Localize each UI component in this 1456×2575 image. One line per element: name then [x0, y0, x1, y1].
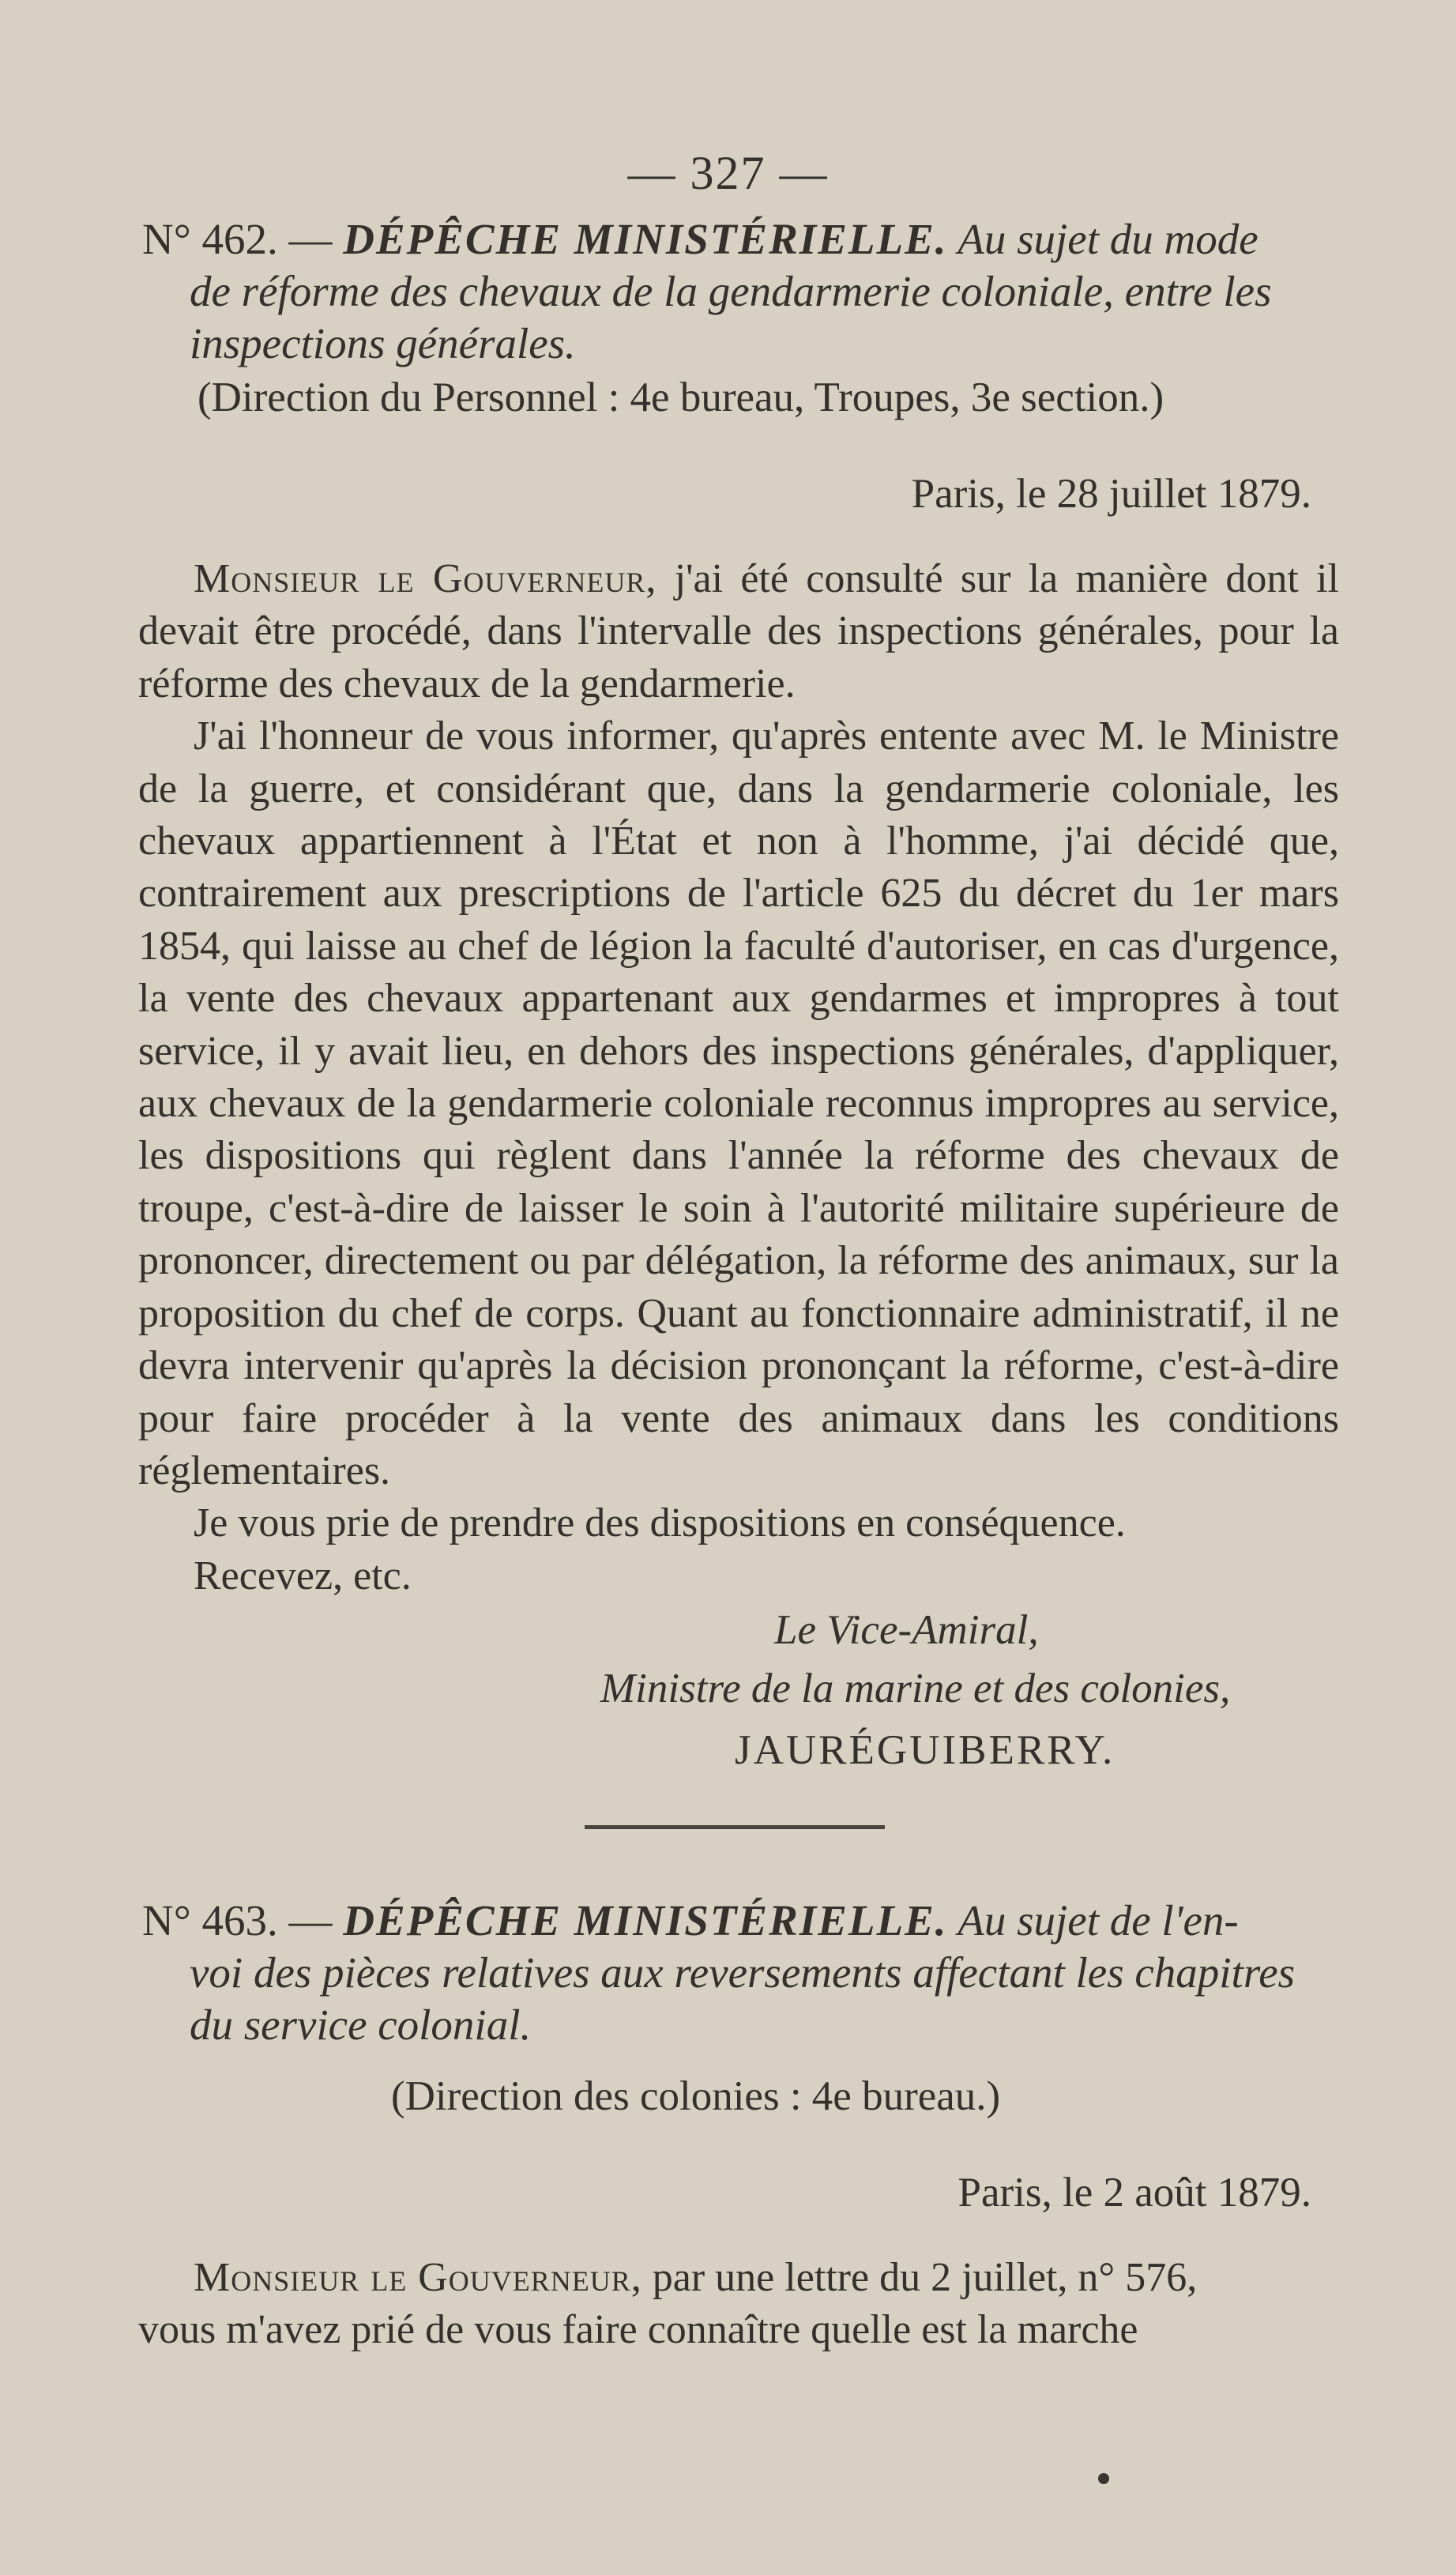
dispatch-463-body — [138, 2252, 1339, 2357]
dispatch-462-subject-1: Au sujet du mode — [947, 215, 1258, 263]
dispatch-462-paragraph-1 — [138, 553, 1339, 710]
ink-dot — [1098, 2473, 1109, 2484]
dispatch-462-signature-name: JAURÉGUIBERRY. — [735, 1727, 1116, 1773]
dispatch-462-subject-2: de réforme des chevaux de la gendarmerie coloniale, entre les — [190, 267, 1272, 315]
dispatch-462-title: DÉPÊCHE MINISTÉRIELLE. — [343, 215, 948, 263]
dispatch-463-heading — [142, 1895, 1327, 2051]
dispatch-462-body — [138, 553, 1339, 1602]
dispatch-463-paragraph-1 — [138, 2252, 1339, 2304]
dispatch-462-dash: — — [277, 215, 344, 263]
dispatch-463-paragraph-1-text: par une lettre du 2 juillet, n° 576, — [641, 2255, 1198, 2300]
dispatch-462-paragraph-1-text: j'ai été consulté sur la manière dont il devait être procédé, dans l'intervalle des inspections générales, pour la réforme des chevaux de la gendarmerie. — [138, 556, 1339, 706]
dispatch-462-signature-title: Le Vice-Amiral, — [774, 1607, 1039, 1653]
section-divider — [585, 1825, 885, 1829]
dispatch-463-subject-2: voi des pièces relatives aux reversements affectant les chapitres — [190, 1948, 1296, 1997]
dispatch-463-number: N° 463. — [142, 1896, 278, 1944]
dispatch-462-direction: (Direction du Personnel : 4e bureau, Troupes, 3e section.) — [198, 375, 1164, 420]
dispatch-462-closing: Recevez, etc. — [194, 1553, 412, 1598]
dispatch-462-paragraph-3: Je vous prie de prendre des dispositions en conséquence. — [194, 1500, 1126, 1546]
dispatch-463-subject-1: Au sujet de l'en- — [947, 1896, 1239, 1944]
dispatch-462-signature-role: Ministre de la marine et des colonies, — [600, 1666, 1231, 1711]
dispatch-462-paragraph-2: J'ai l'honneur de vous informer, qu'après entente avec M. le Ministre de la guerre, et considérant que, dans la gendarmerie coloniale, les chevaux appartiennent à l'État et non à l'homme, j'ai décidé que, contrairement aux prescriptions de l'article 625 du décret du 1er mars 1854, qui laisse au chef de légion la faculté d'autoriser, en cas d'urgence, la vente des chevaux appartenant aux gendarmes et impropres à tout service, il y avait lieu, en dehors des inspections générales, d'appliquer, aux chevaux de la gendarmerie coloniale reconnus impropres au service, les dispositions qui règlent dans l'année la réforme des chevaux de troupe, c'est-à-dire de laisser le soin à l'autorité militaire supérieure de prononcer, directement ou par délégation, la réforme des animaux, sur la proposition du chef de corps. Quant au fonctionnaire administratif, il ne devra intervenir qu'après la décision prononçant la réforme, c'est-à-dire pour faire procéder à la vente des animaux dans les conditions réglementaires. — [138, 713, 1339, 1493]
dispatch-463-subject-3: du service colonial. — [190, 2001, 532, 2049]
dispatch-462-subject-3: inspections générales. — [190, 319, 576, 367]
dispatch-463-dash: — — [277, 1896, 344, 1944]
dispatch-462-number: N° 462. — [142, 215, 278, 263]
dispatch-462-salutation: Monsieur le Gouverneur, — [194, 556, 657, 601]
dispatch-462-heading — [142, 213, 1327, 370]
dispatch-462-date: Paris, le 28 juillet 1879. — [911, 471, 1311, 517]
dispatch-463-salutation: Monsieur le Gouverneur, — [194, 2255, 642, 2300]
page-number: — 327 — — [627, 147, 829, 199]
dispatch-463-title: DÉPÊCHE MINISTÉRIELLE. — [343, 1896, 948, 1944]
dispatch-463-date: Paris, le 2 août 1879. — [957, 2170, 1311, 2215]
dispatch-463-direction: (Direction des colonies : 4e bureau.) — [391, 2073, 1001, 2119]
dispatch-463-paragraph-1-line-2: vous m'avez prié de vous faire connaître quelle est la marche — [138, 2307, 1138, 2353]
